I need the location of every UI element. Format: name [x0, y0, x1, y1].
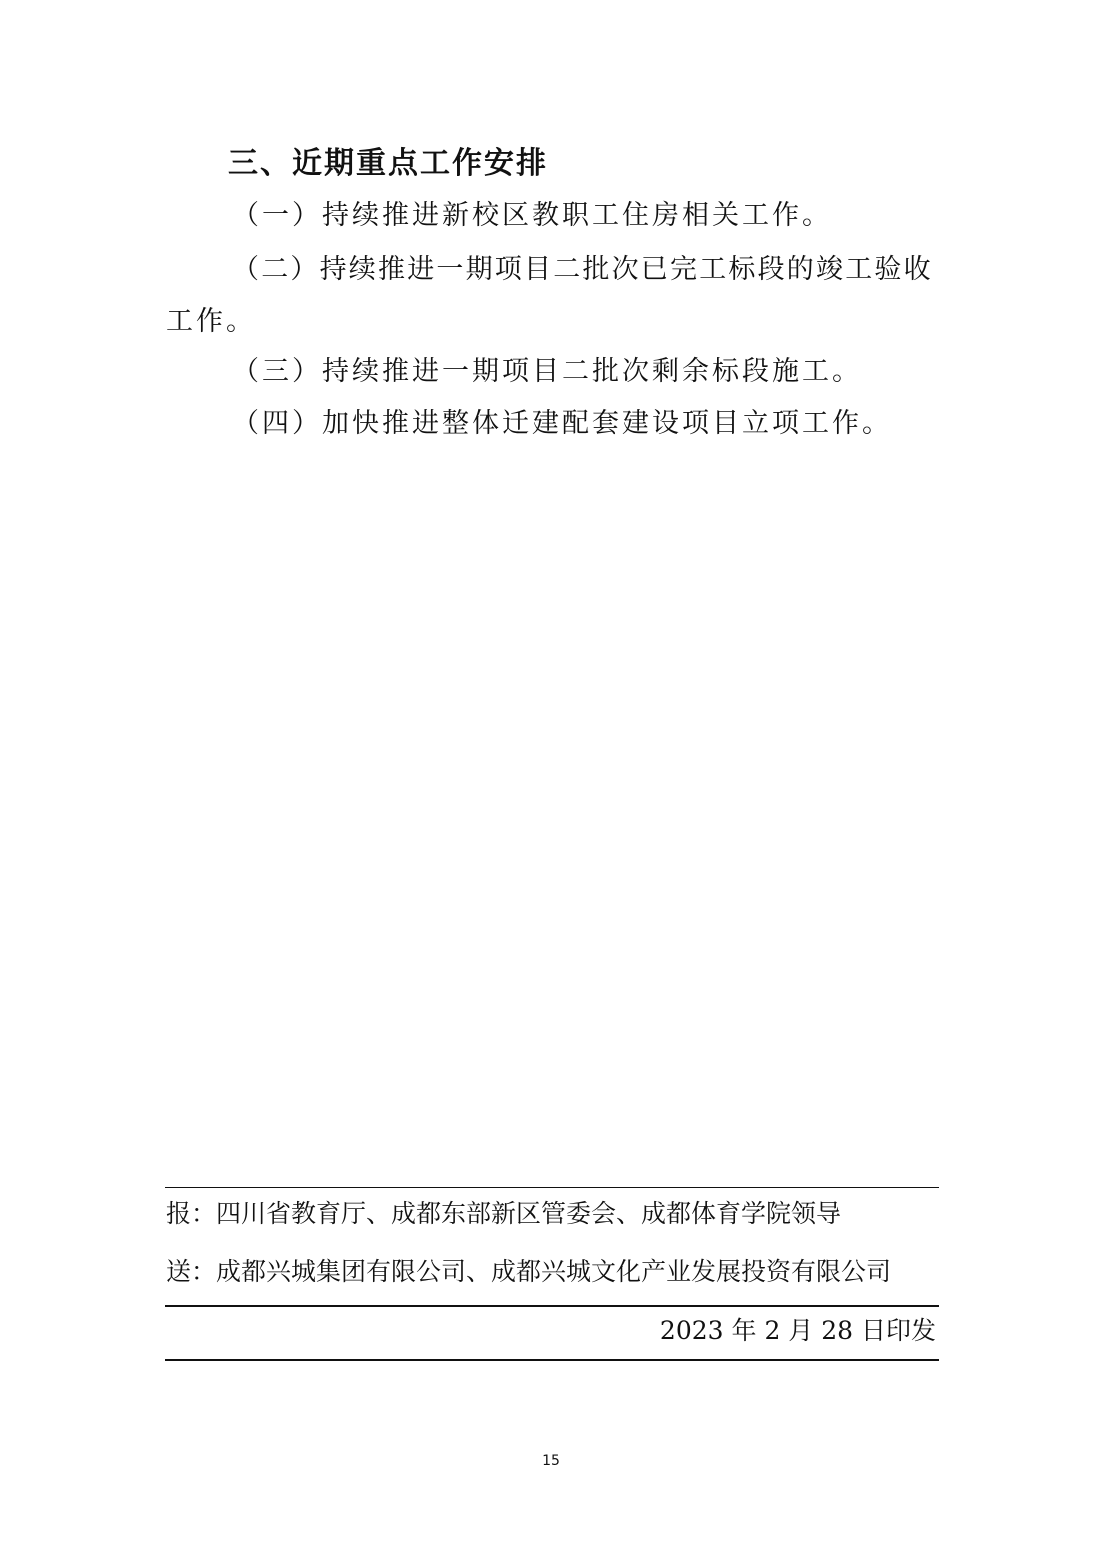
work-item-1: （一）持续推进新校区教职工住房相关工作。 — [232, 200, 832, 231]
section-heading: 三、近期重点工作安排 — [228, 146, 548, 181]
footer-top-divider — [165, 1187, 939, 1188]
footer-middle-divider — [165, 1305, 939, 1307]
work-item-2: （二）持续推进一期项目二批次已完工标段的竣工验收 — [232, 254, 933, 285]
work-item-4: （四）加快推进整体迁建配套建设项目立项工作。 — [232, 408, 892, 439]
footer-bottom-divider — [165, 1359, 939, 1361]
report-to-line: 报：四川省教育厅、成都东部新区管委会、成都体育学院领导 — [166, 1199, 842, 1228]
work-item-2-continuation: 工作。 — [166, 306, 256, 337]
work-item-3: （三）持续推进一期项目二批次剩余标段施工。 — [232, 356, 862, 387]
send-to-line: 送：成都兴城集团有限公司、成都兴城文化产业发展投资有限公司 — [166, 1257, 892, 1286]
page-number: 15 — [542, 1453, 560, 1469]
print-date: 2023 年 2 月 28 日印发 — [659, 1316, 936, 1345]
